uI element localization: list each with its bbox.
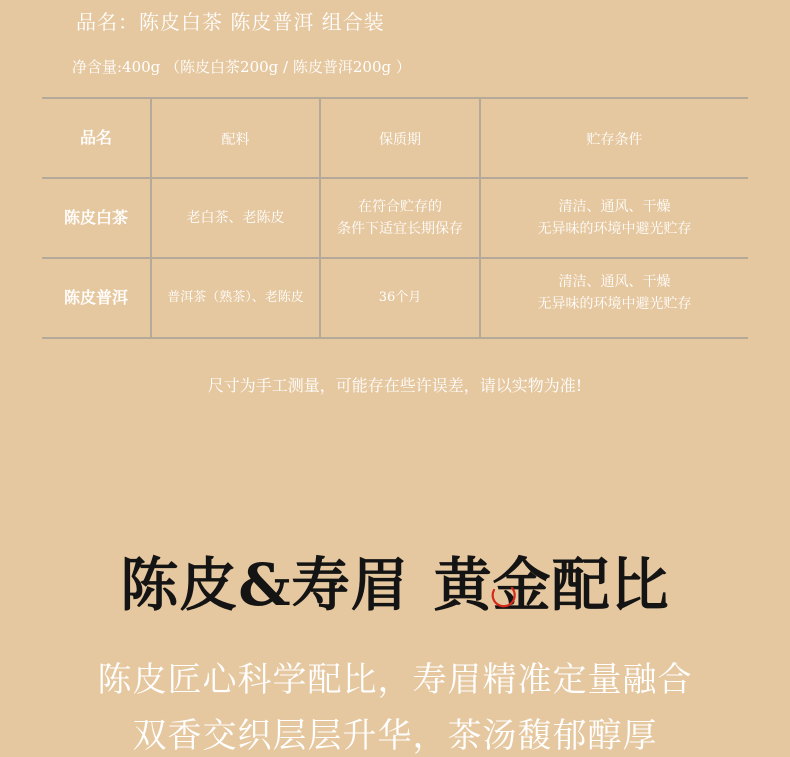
table-row1-storage-line1: 清洁、通风、干燥 [558, 199, 671, 215]
net-weight: 净含量:400g （陈皮白茶200g / 陈皮普洱200g ） [72, 58, 411, 76]
table-row1-storage [481, 179, 748, 257]
table-row1-shelf-life-line1: 在符合贮存的 [358, 199, 442, 215]
table-header-name: 品名 [79, 128, 112, 147]
subtitle-line2: 双香交织层层升华，茶汤馥郁醇厚 [132, 716, 658, 756]
table-row2-name: 陈皮普洱 [63, 288, 128, 307]
table-row1-storage-line2: 无异味的环境中避光贮存 [537, 221, 692, 237]
table-row1-shelf-life-line2: 条件下适宜长期保存 [337, 221, 463, 237]
table-row1-name: 陈皮白茶 [63, 208, 128, 227]
headline-part1: 陈皮&寿眉 [120, 551, 410, 619]
spec-table [42, 97, 748, 339]
table-rule-bottom [42, 337, 748, 339]
headline [0, 538, 790, 622]
table-row2-ingredients: 普洱茶（熟茶）、老陈皮 [167, 290, 304, 305]
table-row2-storage-line1: 清洁、通风、干燥 [558, 274, 671, 290]
disclaimer-text: 尺寸为手工测量，可能存在些许误差，请以实物为准! [207, 376, 583, 395]
table-header-shelf-life: 保质期 [379, 132, 421, 148]
table-row1-ingredients: 老白茶、老陈皮 [186, 210, 285, 226]
table-header-storage: 贮存条件 [586, 132, 643, 148]
table-row1-shelf-life [321, 179, 479, 257]
table-row2-storage-line2: 无异味的环境中避光贮存 [537, 296, 692, 312]
table-row2-shelf-life: 36个月 [378, 290, 422, 305]
red-circle-accent-icon [488, 582, 518, 612]
headline-part2: 黄金配比 [433, 551, 670, 619]
table-row2-storage [481, 259, 748, 337]
product-name: 品名：陈皮白茶 陈皮普洱 组合装 [76, 10, 385, 34]
subtitle-line1: 陈皮匠心科学配比，寿眉精准定量融合 [97, 660, 693, 700]
table-header-ingredients: 配料 [221, 132, 250, 148]
